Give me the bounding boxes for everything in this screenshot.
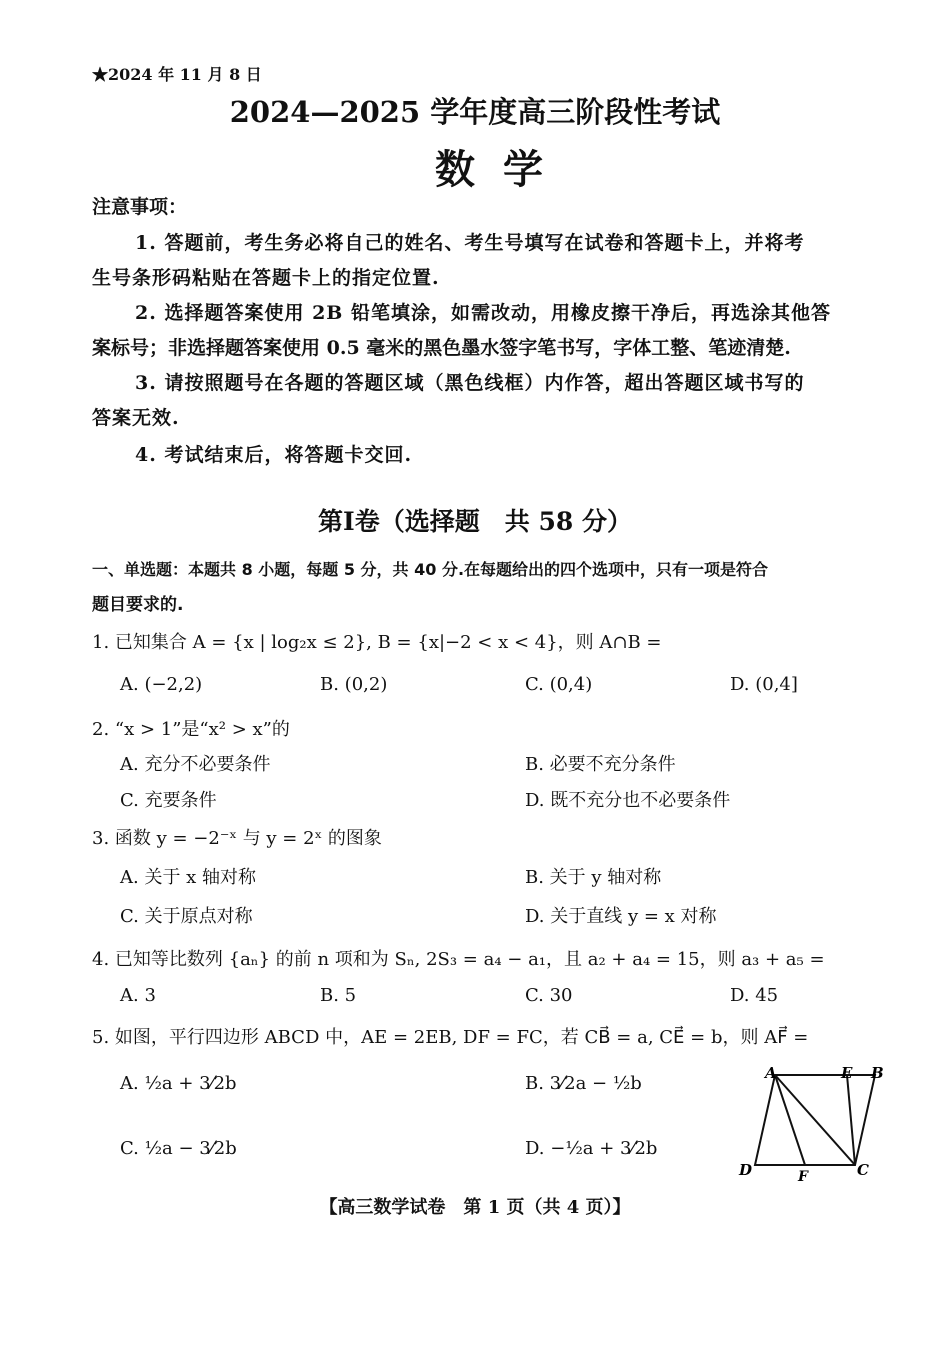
option: C. 充要条件 xyxy=(120,790,217,811)
question-stem: 1. 已知集合 A = {x | log₂x ≤ 2}, B = {x|−2 < x < 4}，则 A∩B = xyxy=(92,632,662,653)
question-stem: 2. “x > 1”是“x² > x”的 xyxy=(92,719,290,740)
option: A. 3 xyxy=(120,985,156,1006)
option: B. 关于 y 轴对称 xyxy=(525,867,662,888)
question-stem: 3. 函数 y = −2⁻ˣ 与 y = 2ˣ 的图象 xyxy=(92,828,382,849)
notice-line: 案标号；非选择题答案使用 0.5 毫米的黑色墨水签字笔书写，字体工整、笔迹清楚. xyxy=(92,337,791,359)
segment-ac xyxy=(775,1075,855,1165)
point-label-f: F xyxy=(798,1169,808,1185)
option: B. (0,2) xyxy=(320,674,388,695)
page-footer: 【高三数学试卷 第 1 页（共 4 页）】 xyxy=(319,1197,631,1218)
notice-heading: 注意事项： xyxy=(92,196,188,218)
option: C. (0,4) xyxy=(525,674,593,695)
subject-title: 数学 xyxy=(435,146,571,193)
option: D. 45 xyxy=(730,985,779,1006)
section-title: 第Ⅰ卷（选择题 共 58 分） xyxy=(318,507,632,536)
option: A. 关于 x 轴对称 xyxy=(120,867,257,888)
point-label-d: D xyxy=(739,1161,753,1179)
option: C. 关于原点对称 xyxy=(120,906,253,927)
parallelogram-figure xyxy=(735,1060,895,1185)
option: B. 3⁄2a − ½b xyxy=(525,1073,642,1094)
option: D. (0,4] xyxy=(730,674,798,695)
option: B. 5 xyxy=(320,985,357,1006)
option: A. 充分不必要条件 xyxy=(120,754,271,775)
option: A. (−2,2) xyxy=(120,674,203,695)
question-stem: 5. 如图，平行四边形 ABCD 中，AE = 2EB, DF = FC，若 CB⃗ = a, CE⃗ = b，则 AF⃗ = xyxy=(92,1027,809,1048)
segment-ec xyxy=(847,1075,855,1165)
notice-line: 1. 答题前，考生务必将自己的姓名、考生号填写在试卷和答题卡上，并将考 xyxy=(135,232,805,254)
option: A. ½a + 3⁄2b xyxy=(120,1073,237,1094)
option: C. ½a − 3⁄2b xyxy=(120,1138,237,1159)
point-label-e: E xyxy=(841,1064,853,1082)
option: C. 30 xyxy=(525,985,573,1006)
notice-line: 答案无效. xyxy=(92,407,180,429)
segment-af xyxy=(775,1075,805,1165)
notice-line: 3. 请按照题号在各题的答题区域（黑色线框）内作答，超出答题区域书写的 xyxy=(135,372,805,394)
exam-date: ★2024 年 11 月 8 日 xyxy=(92,65,262,84)
point-label-c: C xyxy=(857,1161,869,1179)
option: D. 关于直线 y = x 对称 xyxy=(525,906,717,927)
option: D. −½a + 3⁄2b xyxy=(525,1138,658,1159)
notice-line: 2. 选择题答案使用 2B 铅笔填涂，如需改动，用橡皮擦干净后，再选涂其他答 xyxy=(135,302,831,324)
notice-line: 生号条形码粘贴在答题卡上的指定位置. xyxy=(92,267,440,289)
option: B. 必要不充分条件 xyxy=(525,754,676,775)
point-label-a: A xyxy=(765,1064,777,1082)
point-label-b: B xyxy=(871,1064,884,1082)
notice-line: 4. 考试结束后，将答题卡交回. xyxy=(135,444,413,466)
exam-title: 2024—2025 学年度高三阶段性考试 xyxy=(229,95,721,129)
option: D. 既不充分也不必要条件 xyxy=(525,790,731,811)
question-stem: 4. 已知等比数列 {aₙ} 的前 n 项和为 Sₙ, 2S₃ = a₄ − a₁，且 a₂ + a₄ = 15，则 a₃ + a₅ = xyxy=(92,949,825,970)
part-instructions: 一、单选题：本题共 8 小题，每题 5 分，共 40 分.在每题给出的四个选项中，只有一项是符合 xyxy=(92,560,769,579)
part-instructions: 题目要求的. xyxy=(92,595,184,615)
